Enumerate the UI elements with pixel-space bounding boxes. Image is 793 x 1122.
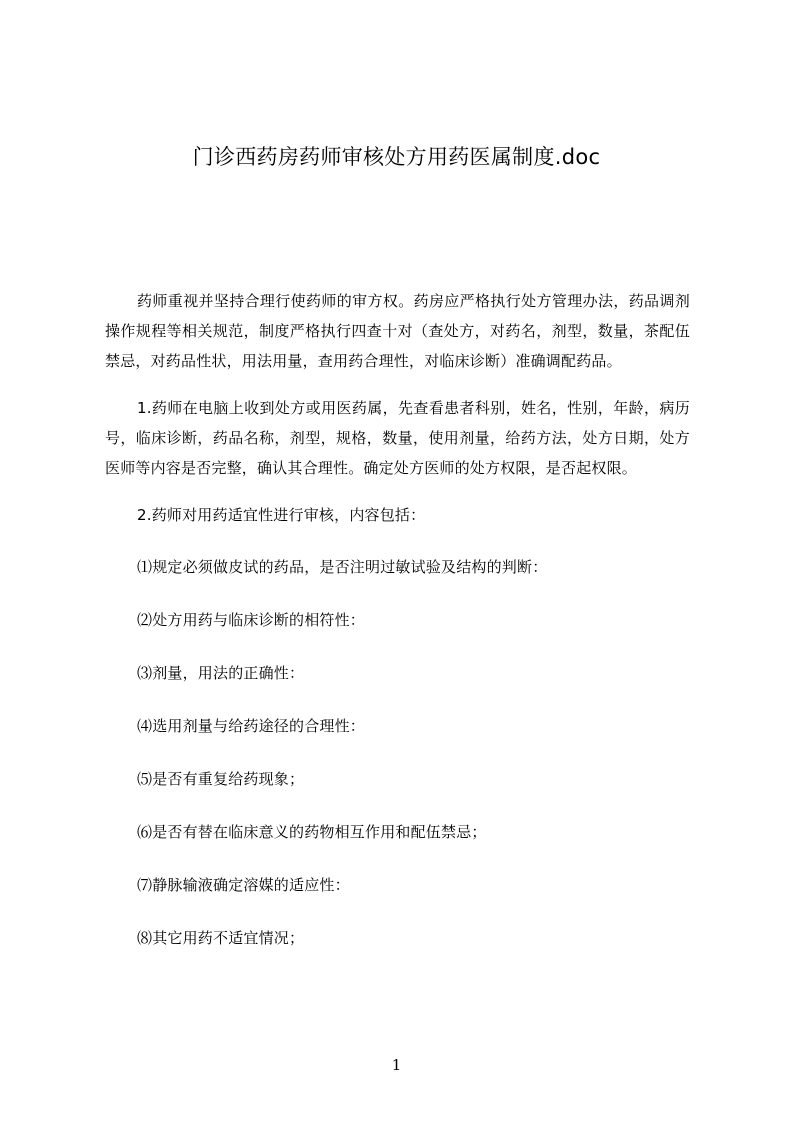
list-item: ⑶剂量，用法的正确性：: [137, 664, 305, 682]
list-item: ⑵处方用药与临床诊断的相符性：: [137, 611, 366, 629]
list-item: ⑻其它用药不适宜情况；: [137, 929, 305, 947]
list-item: ⑷选用剂量与给药途径的合理性：: [137, 717, 366, 735]
paragraph-intro: 药师重视并坚持合理行使药师的审方权。药房应严格执行处方管理办法，药品调剂操作规程等相关规范，制度严格执行四查十对（查处方，对药名，剂型，数量，茶配伍禁忌，对药品性状，用法用量，查用药合理性，对临床诊断）准确调配药品。: [105, 292, 690, 370]
list-item: ⑺静脉输液确定溶媒的适应性：: [137, 876, 350, 894]
list-item: ⑸是否有重复给药现象；: [137, 770, 305, 788]
paragraph-item-1: 1.药师在电脑上收到处方或用医药属，先查看患者科别，姓名，性别，年龄，病历号，临床诊断，药品名称，剂型，规格，数量，使用剂量，给药方法，处方日期，处方医师等内容是否完整，确认其合理性。确定处方医师的处方权限，是否起权限。: [105, 399, 690, 477]
list-item: ⑹是否有替在临床意义的药物相互作用和配伍禁忌；: [137, 823, 487, 841]
document-title: 门诊西药房药师审核处方用药医属制度.doc: [192, 145, 601, 169]
page-number: 1: [391, 1056, 402, 1074]
list-heading-item-2: 2.药师对用药适宜性进行审核，内容包括：: [137, 506, 426, 524]
list-item: ⑴规定必须做皮试的药品，是否注明过敏试验及结构的判断：: [137, 558, 548, 576]
